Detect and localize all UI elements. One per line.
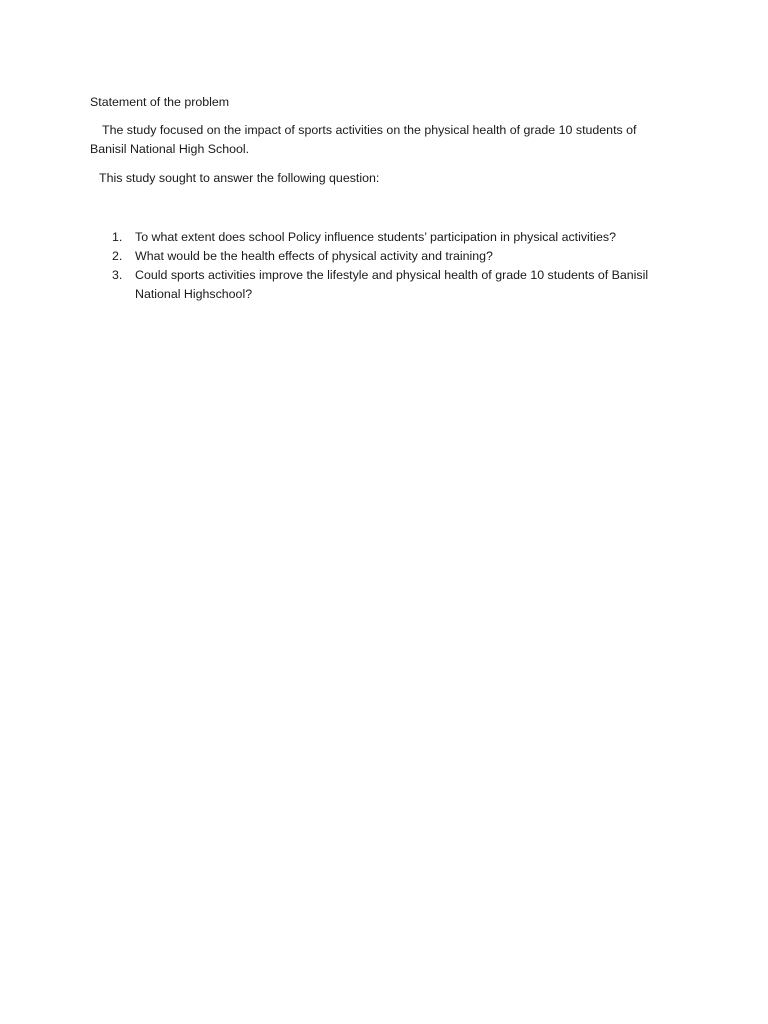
list-item-text: Could sports activities improve the lifestyle and physical health of grade 10 students of Banisil National Highschool? [135, 268, 649, 301]
list-item-number: 3. [112, 268, 123, 282]
intro-paragraph: The study focused on the impact of sports activities on the physical health of grade 10 students of Banisil National High School. [90, 123, 637, 156]
list-item-number: 2. [112, 249, 123, 263]
section-heading: Statement of the problem [90, 95, 230, 109]
list-item [90, 228, 670, 247]
list-item-text: What would be the health effects of physical activity and training? [135, 249, 493, 263]
document-body [90, 93, 670, 304]
list-item-number: 1. [112, 230, 123, 244]
list-item [90, 266, 670, 304]
question-lead-paragraph: This study sought to answer the following question: [99, 171, 380, 185]
list-item [90, 247, 670, 266]
list-item-text: To what extent does school Policy influence students’ participation in physical activities? [135, 230, 616, 244]
research-questions-list [90, 228, 670, 304]
